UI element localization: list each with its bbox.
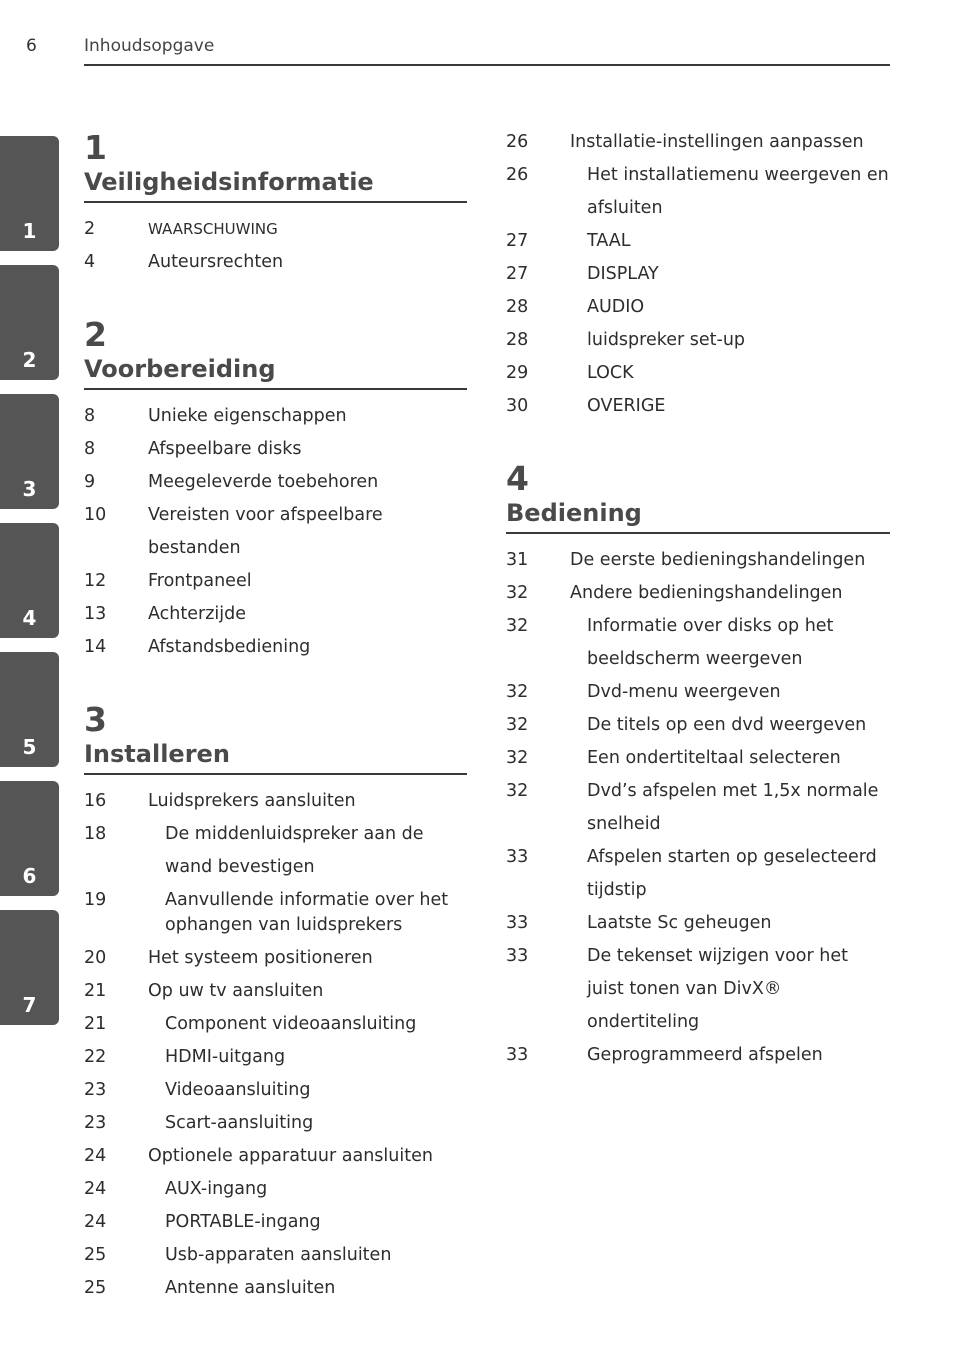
toc-entry-title: luidspreker set-up [587,330,746,350]
toc-entry[interactable] [84,433,467,466]
chapter-tab-label: 6 [22,864,37,888]
toc-entry-title: Geprogrammeerd afspelen [587,1045,823,1065]
toc-entry-title: Meegeleverde toebehoren [148,472,379,492]
toc-entry-page: 27 [506,264,529,284]
toc-entry-title: Unieke eigenschappen [148,406,347,426]
toc-entry-page: 16 [84,791,107,811]
chapter-tab-4[interactable] [0,523,59,638]
section-title[interactable]: Bediening [506,497,890,534]
toc-entry-title: De middenluidspreker aan de wand bevestigen [165,824,424,877]
chapter-tab-2[interactable] [0,265,59,380]
toc-entry-page: 27 [506,231,529,251]
toc-entry[interactable] [506,676,890,709]
toc-entry-page: 18 [84,824,107,844]
toc-entry-page: 24 [84,1146,107,1166]
toc-entry-title: Achterzijde [148,604,246,624]
toc-entry[interactable] [84,1239,467,1272]
toc-entry-title: Laatste Sc geheugen [587,913,772,933]
section-number: 4 [506,459,529,498]
toc-entry-page: 8 [84,439,96,459]
toc-entry-title: Vereisten voor afspeelbare bestanden [148,505,383,558]
toc-entry[interactable] [84,565,467,598]
toc-entry-page: 9 [84,472,96,492]
toc-entry[interactable] [84,884,467,942]
toc-entry-page: 20 [84,948,107,968]
toc-entry-page: 32 [506,616,529,636]
toc-entry[interactable] [84,1074,467,1107]
toc-entry-title: Het installatiemenu weergeven en afsluiten [587,165,889,218]
toc-entry-page: 4 [84,252,96,272]
toc-entry-page: 24 [84,1212,107,1232]
toc-entry[interactable] [84,1272,467,1305]
toc-entry[interactable] [506,610,890,676]
chapter-tab-7[interactable] [0,910,59,1025]
toc-entry-title: TAAL [587,231,631,251]
toc-entry-title: Dvd’s afspelen met 1,5x normale snelheid [587,781,879,834]
chapter-tab-label: 1 [22,219,37,243]
toc-entry[interactable] [506,742,890,775]
toc-entry[interactable] [84,975,467,1008]
toc-entry-page: 10 [84,505,107,525]
toc-entry-page: 32 [506,748,529,768]
toc-entry-page: 32 [506,682,529,702]
toc-entry[interactable] [84,1206,467,1239]
toc-entry-page: 24 [84,1179,107,1199]
toc-entry[interactable] [506,775,890,841]
toc-entry-page: 21 [84,981,107,1001]
toc-entry[interactable] [84,631,467,664]
toc-entry[interactable] [84,1041,467,1074]
toc-entry[interactable] [506,841,890,907]
toc-entry-page: 8 [84,406,96,426]
toc-entry-title: Scart-aansluiting [165,1113,314,1133]
toc-entry-page: 23 [84,1113,107,1133]
toc-entry-title: Videoaansluiting [165,1080,311,1100]
toc-entry[interactable] [84,499,467,565]
toc-entry[interactable] [506,258,890,291]
toc-entry-page: 33 [506,946,529,966]
toc-entry-title: Op uw tv aansluiten [148,981,324,1001]
toc-entry-title: AUDIO [587,297,645,317]
toc-entry-title: AUX-ingang [165,1179,268,1199]
toc-entry[interactable] [506,126,890,159]
toc-entry[interactable] [84,1173,467,1206]
toc-entry-title: Aanvullende informatie over het ophangen van luidsprekers [165,890,449,935]
toc-section [84,128,467,279]
section-number: 2 [84,315,107,354]
toc-entry-title: Dvd-menu weergeven [587,682,781,702]
toc-entry-page: 22 [84,1047,107,1067]
chapter-tab-label: 4 [22,606,37,630]
toc-entry-page: 30 [506,396,529,416]
toc-entry[interactable] [506,357,890,390]
toc-entry-page: 32 [506,781,529,801]
section-title[interactable]: Installeren [84,738,467,775]
toc-entry-title: Installatie-instellingen aanpassen [570,132,864,152]
toc-entry-title: PORTABLE-ingang [165,1212,321,1232]
toc-section [84,315,467,664]
toc-entry[interactable] [84,598,467,631]
chapter-tab-1[interactable] [0,136,59,251]
toc-entry[interactable] [506,577,890,610]
toc-entry[interactable] [506,940,890,1039]
section-number: 3 [84,700,107,739]
toc-entry[interactable] [506,324,890,357]
toc-entry-page: 26 [506,165,529,185]
toc-entry-page: 23 [84,1080,107,1100]
toc-entry-page: 32 [506,715,529,735]
toc-entry-title: Component videoaansluiting [165,1014,417,1034]
toc-entry-title: De tekenset wijzigen voor het juist tonen van DivX® ondertiteling [587,946,848,1032]
chapter-tab-label: 3 [22,477,37,501]
toc-entry-page: 32 [506,583,529,603]
toc-entry-page: 33 [506,913,529,933]
toc-entry-title: Afstandsbediening [148,637,311,657]
toc-entry-page: 19 [84,890,107,910]
toc-entry[interactable] [84,1107,467,1140]
toc-entry[interactable] [84,466,467,499]
toc-entry-title: OVERIGE [587,396,666,416]
toc-entry[interactable] [506,544,890,577]
toc-entry-title: LOCK [587,363,634,383]
toc-entry-page: 31 [506,550,529,570]
toc-entry-page: 25 [84,1245,107,1265]
toc-entry-title: Andere bedieningshandelingen [570,583,843,603]
toc-right-column [506,126,890,1108]
toc-entry-title: HDMI-uitgang [165,1047,286,1067]
toc-entry[interactable] [506,709,890,742]
toc-entry-title: DISPLAY [587,264,659,284]
toc-entry-title: Informatie over disks op het beeldscherm weergeven [587,616,834,669]
toc-section [84,700,467,1305]
toc-entry-page: 14 [84,637,107,657]
chapter-tab-label: 2 [22,348,37,372]
toc-entry-title: Een ondertiteltaal selecteren [587,748,841,768]
toc-entry[interactable] [506,1039,890,1072]
page-header [0,0,954,70]
chapter-tab-3[interactable] [0,394,59,509]
toc-entry[interactable] [84,246,467,279]
toc-entry-page: 2 [84,219,96,239]
toc-entry-page: 12 [84,571,107,591]
chapter-tab-label: 5 [22,735,37,759]
toc-entry[interactable] [84,785,467,818]
section-title[interactable]: Veiligheidsinformatie [84,166,467,203]
toc-entry-page: 21 [84,1014,107,1034]
toc-entry[interactable] [506,390,890,423]
toc-entry-page: 33 [506,1045,529,1065]
chapter-tab-5[interactable] [0,652,59,767]
toc-entry[interactable] [506,225,890,258]
toc-entry-title: Frontpaneel [148,571,252,591]
toc-entry-page: 33 [506,847,529,867]
toc-entry-title: Antenne aansluiten [165,1278,336,1298]
toc-entry[interactable] [84,1140,467,1173]
toc-left-column [84,128,467,1341]
page-number: 6 [26,36,37,56]
toc-entry-title: De titels op een dvd weergeven [587,715,867,735]
toc-entry-page: 28 [506,330,529,350]
chapter-tab-label: 7 [22,993,37,1017]
toc-entry-title: Luidsprekers aansluiten [148,791,356,811]
toc-entry[interactable] [506,907,890,940]
section-title[interactable]: Voorbereiding [84,353,467,390]
toc-entry-title: Usb-apparaten aansluiten [165,1245,392,1265]
toc-entry[interactable] [84,942,467,975]
chapter-tab-6[interactable] [0,781,59,896]
header-title: Inhoudsopgave [84,36,215,56]
toc-section [506,459,890,1072]
toc-entry-page: 26 [506,132,529,152]
toc-entry-title: WAARSCHUWING [148,220,278,238]
toc-entry-title: Afspeelbare disks [148,439,302,459]
toc-continued-entries [506,126,890,423]
toc-entry[interactable] [84,1008,467,1041]
toc-entry-title: Afspelen starten op geselecteerd tijdstip [587,847,877,900]
header-divider [84,64,890,66]
toc-entry-title: Optionele apparatuur aansluiten [148,1146,433,1166]
toc-entry-title: Auteursrechten [148,252,284,272]
section-number: 1 [84,128,107,167]
toc-entry-page: 29 [506,363,529,383]
toc-entry[interactable] [84,400,467,433]
toc-entry[interactable] [84,818,467,884]
toc-entry-title: Het systeem positioneren [148,948,373,968]
toc-entry-page: 28 [506,297,529,317]
toc-entry-title: De eerste bedieningshandelingen [570,550,866,570]
toc-entry[interactable] [506,159,890,225]
toc-entry-page: 25 [84,1278,107,1298]
toc-entry[interactable] [84,213,467,246]
toc-right-sections [506,459,890,1072]
toc-entry-page: 13 [84,604,107,624]
toc-entry[interactable] [506,291,890,324]
